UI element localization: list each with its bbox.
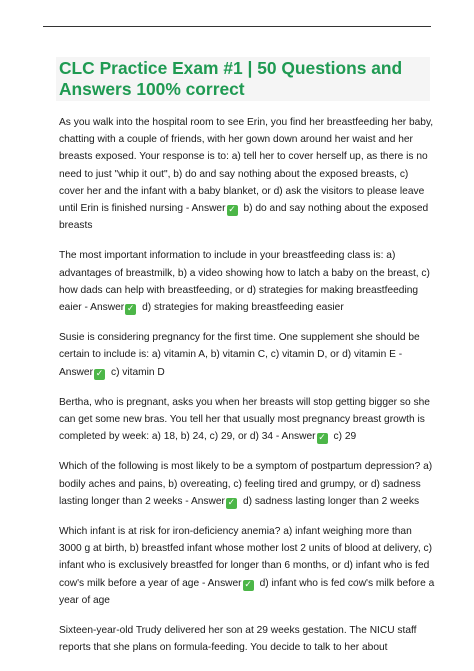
check-icon: ✓ bbox=[126, 304, 135, 315]
check-icon: ✓ bbox=[228, 205, 236, 216]
answer-label: Answer bbox=[207, 577, 242, 589]
answer-label: Answer bbox=[90, 302, 125, 314]
question-list bbox=[59, 114, 435, 669]
answer-label: Answer bbox=[190, 495, 225, 507]
question-text: The most important information to include in your breastfeeding class is: a) advantages of breastmilk, b) a video showing how to latch a baby on the breast, c) how dads can help with breastfeeding, or d) strategies for making breastfeeding eaier - bbox=[59, 250, 430, 314]
answer-text: b) do and say nothing about the exposed breasts bbox=[59, 203, 429, 232]
answer-label: Answer bbox=[281, 431, 316, 443]
answer-text: d) strategies for making breastfeeding easier bbox=[142, 302, 344, 314]
answer-label: Answer bbox=[59, 366, 93, 378]
answer-text: d) infant who is fed cow's milk before a year of age bbox=[59, 577, 435, 606]
question-item bbox=[59, 114, 435, 234]
check-icon: ✓ bbox=[244, 579, 252, 590]
question-text: As you walk into the hospital room to see Erin, you find her breastfeeding her baby, chatting with a couple of friends, with her gown down around her waist and her breasts exposed. Your response is to: a) tell her to cover herself up, as there is no need to just "whip it out", b) do and say nothing about the exposed breasts, c) cover her and the infant with a baby blanket, or d) ask the visitors to please leave until Erin is finished nursing - bbox=[59, 117, 434, 215]
question-item bbox=[59, 523, 435, 609]
answer-text: c) vitamin D bbox=[110, 366, 165, 378]
document-title: CLC Practice Exam #1 | 50 Questions and Answers 100% correct bbox=[59, 58, 403, 99]
question-item bbox=[59, 622, 435, 656]
question-text: Susie is considering pregnancy for the first time. One supplement she should be certain to include is: a) vitamin A, b) vitamin C, c) vitamin D, or d) vitamin E - bbox=[59, 332, 420, 361]
question-item bbox=[59, 247, 435, 316]
question-text: Which of the following is most likely to be a symptom of postpartum depression? a) bodily aches and pains, b) overeating, c) feeling tired and grumpy, or d) sadness lasting longer than 2 weeks - bbox=[59, 461, 433, 507]
question-text: Bertha, who is pregnant, asks you when her breasts will stop getting bigger so she can get some new bras. You tell her that usually most pregnancy breast growth is completed by week: a) 18, b) 24, c) 29, or d) 34 - bbox=[59, 396, 430, 443]
answer-text: d) sadness lasting longer than 2 weeks bbox=[242, 495, 420, 507]
question-item bbox=[59, 329, 435, 381]
question-item bbox=[59, 394, 435, 446]
answer-text: c) 29 bbox=[333, 431, 357, 443]
check-icon: ✓ bbox=[318, 433, 326, 444]
question-text: Sixteen-year-old Trudy delivered her son at 29 weeks gestation. The NICU staff reports that she plans on formula-feeding. You decide to talk to her about bbox=[59, 625, 417, 654]
header-rule bbox=[43, 26, 431, 27]
check-icon: ✓ bbox=[227, 497, 236, 508]
check-icon: ✓ bbox=[95, 368, 104, 379]
question-text: Which infant is at risk for iron-deficiency anemia? a) infant weighing more than 3000 g at birth, b) breastfed infant whose mother lost 2 units of blood at delivery, c) infant who is exclusively breastfed for longer than 6 months, or d) infant who is fed cow's milk before a year of age - bbox=[59, 526, 432, 589]
answer-label: Answer bbox=[191, 203, 226, 215]
question-item bbox=[59, 458, 435, 510]
